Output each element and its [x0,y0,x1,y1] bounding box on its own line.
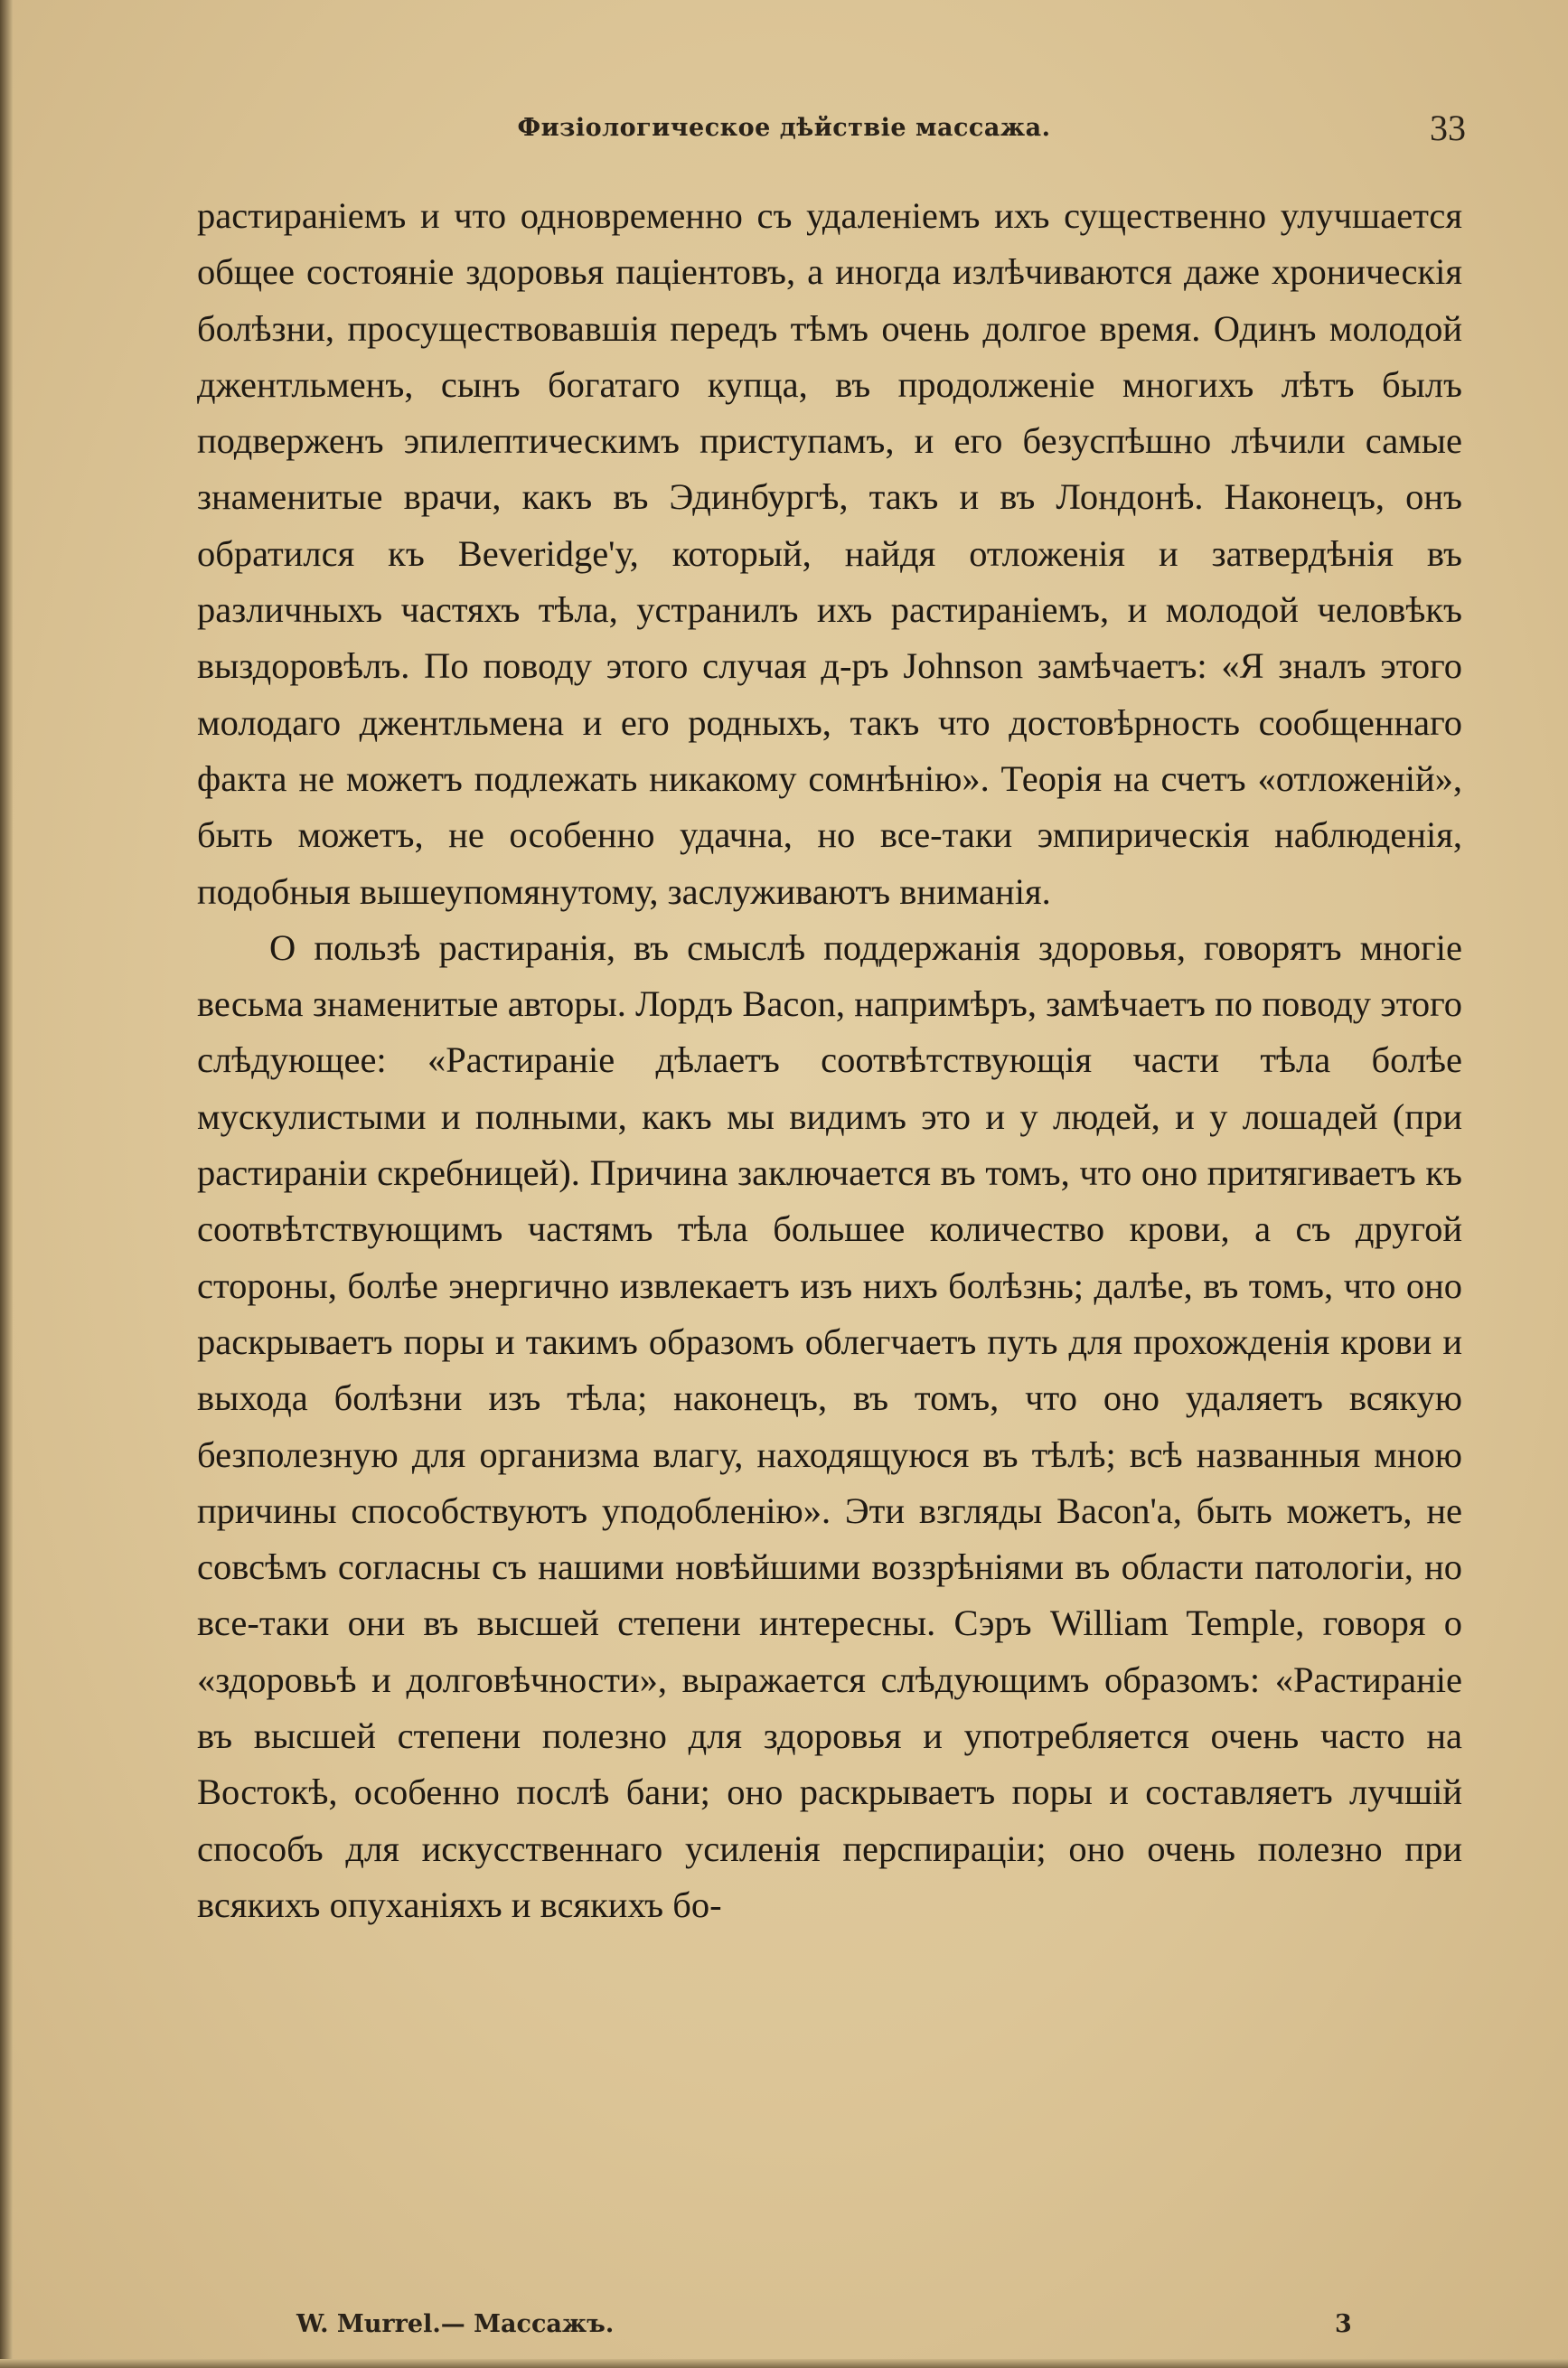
page-footer [0,2310,1568,2350]
page-bottom-edge [0,2359,1568,2368]
page-number: 33 [1430,108,1466,148]
paragraph: О пользѣ растиранiя, въ смыслѣ поддержанiя здоровья, говорятъ многiе весьма знаменитые авторы. Лордъ Bacon, напримѣръ, замѣчаетъ по поводу этого слѣдующее: «Растиранiе дѣлаетъ соотвѣтствующiя части тѣла болѣе мускулистыми и полными, какъ мы видимъ это и у людей, и у лошадей (при растиранiи скребницей). Причина заключается въ томъ, что оно притягиваетъ къ соотвѣтствующимъ частямъ тѣла большее количество крови, а съ другой стороны, болѣе энергично извлекаетъ изъ нихъ болѣзнь; далѣе, въ томъ, что оно раскрываетъ поры и такимъ образомъ облегчаетъ путь для прохожденiя крови и выхода болѣзни изъ тѣла; наконецъ, въ томъ, что оно удаляетъ всякую безполезную для организма влагу, находящуюся въ тѣлѣ; всѣ названныя мною причины способствуютъ уподобленiю». Эти взгляды Bacon'а, быть можетъ, не совсѣмъ согласны съ нашими новѣйшими воззрѣнiями въ области патологiи, но все-таки они въ высшей степени интересны. Сэръ William Temple, говоря о «здоровьѣ и долговѣчности», выражается слѣдующимъ образомъ: «Растиранiе въ высшей степени полезно для здоровья и употребляется очень часто на Востокѣ, особенно послѣ бани; оно раскрываетъ поры и составляетъ лучшiй способъ для искусственнаго усиленiя перспирацiи; оно очень полезно при всякихъ опуханiяхъ и всякихъ бо- [197,926,1462,1925]
running-title: Физiологическое дѣйствiе массажа. [517,114,1051,142]
body-text [197,188,1462,1933]
signature-number: 3 [1335,2310,1352,2338]
signature-line: W. Murrel.— Массажъ. [296,2310,615,2338]
page-binding-edge [0,0,13,2368]
running-head [0,107,1568,152]
paragraph: растиранiемъ и что одновременно съ удаленiемъ ихъ существенно улучшается общее состоянiе здоровья пацiентовъ, а иногда излѣчиваются даже хроническiя болѣзни, просуществовавшiя передъ тѣмъ очень долгое время. Одинъ молодой джентльменъ, сынъ богатаго купца, въ продолженiе многихъ лѣтъ былъ подверженъ эпилептическимъ приступамъ, и его безуспѣшно лѣчили самые знаменитые врачи, какъ въ Эдинбургѣ, такъ и въ Лондонѣ. Наконецъ, онъ обратился къ Beveridge'у, который, найдя отложенiя и затвердѣнiя въ различныхъ частяхъ тѣла, устранилъ ихъ растиранiемъ, и молодой человѣкъ выздоровѣлъ. По поводу этого случая д-ръ Johnson замѣчаетъ: «Я зналъ этого молодаго джентльмена и его родныхъ, такъ что достовѣрность сообщеннаго факта не можетъ подлежать никакому сомнѣнiю». Теорiя на счетъ «отложенiй», быть можетъ, не особенно удачна, но все-таки эмпирическiя наблюденiя, подобныя вышеупомянутому, заслуживаютъ вниманiя. [197,195,1462,912]
